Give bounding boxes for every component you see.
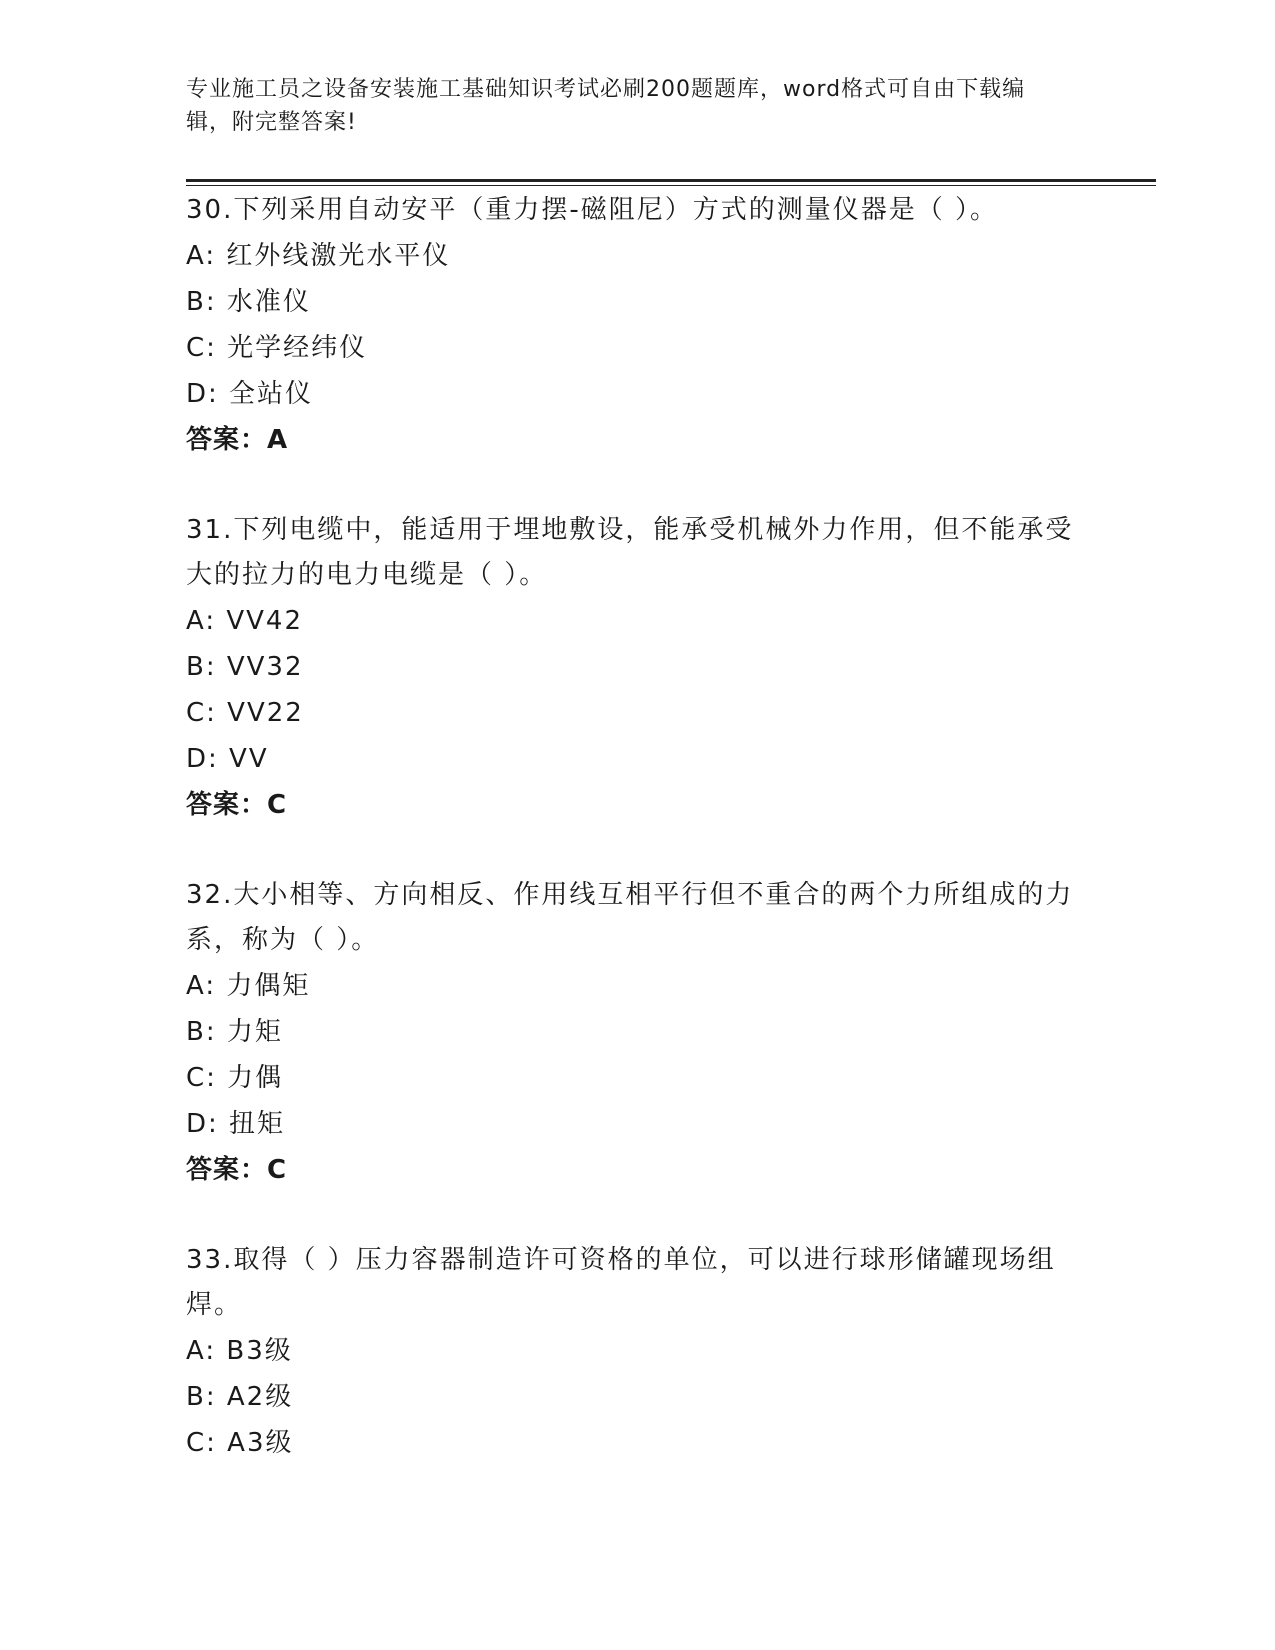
option-b: B: VV32: [186, 652, 304, 682]
option-d: D: 全站仪: [186, 379, 314, 409]
option-b: B: A2级: [186, 1382, 294, 1412]
question-stem: 31.下列电缆中，能适用于埋地敷设，能承受机械外力作用，但不能承受大的拉力的电力电缆是（ ）。: [186, 515, 1074, 590]
answer-line: 答案：C: [186, 1155, 288, 1185]
header-divider-thick: [186, 179, 1156, 182]
option-b: B: 力矩: [186, 1017, 283, 1047]
option-a: A: VV42: [186, 606, 304, 636]
option-c: C: VV22: [186, 698, 304, 728]
question-stem: 33.取得（ ）压力容器制造许可资格的单位，可以进行球形储罐现场组焊。: [186, 1245, 1056, 1320]
question-stem: 30.下列采用自动安平（重力摆-磁阻尼）方式的测量仪器是（ ）。: [186, 195, 998, 225]
option-d: D: VV: [186, 744, 269, 774]
answer-line: 答案：C: [186, 790, 288, 820]
option-a: A: 力偶矩: [186, 971, 311, 1001]
option-a: A: B3级: [186, 1336, 293, 1366]
option-c: C: A3级: [186, 1428, 294, 1458]
option-d: D: 扭矩: [186, 1109, 286, 1139]
question-33: [186, 1238, 1086, 1466]
answer-line: 答案：A: [186, 425, 289, 455]
question-32: [186, 873, 1086, 1193]
question-30: [186, 188, 1086, 463]
option-c: C: 光学经纬仪: [186, 333, 368, 363]
option-a: A: 红外线激光水平仪: [186, 241, 451, 271]
header-divider-thin: [186, 185, 1156, 186]
option-c: C: 力偶: [186, 1063, 284, 1093]
question-31: [186, 508, 1086, 828]
document-header: 专业施工员之设备安装施工基础知识考试必刷200题题库，word格式可自由下载编辑，附完整答案!: [186, 77, 1026, 135]
question-stem: 32.大小相等、方向相反、作用线互相平行但不重合的两个力所组成的力系，称为（ ）。: [186, 880, 1074, 955]
option-b: B: 水准仪: [186, 287, 311, 317]
